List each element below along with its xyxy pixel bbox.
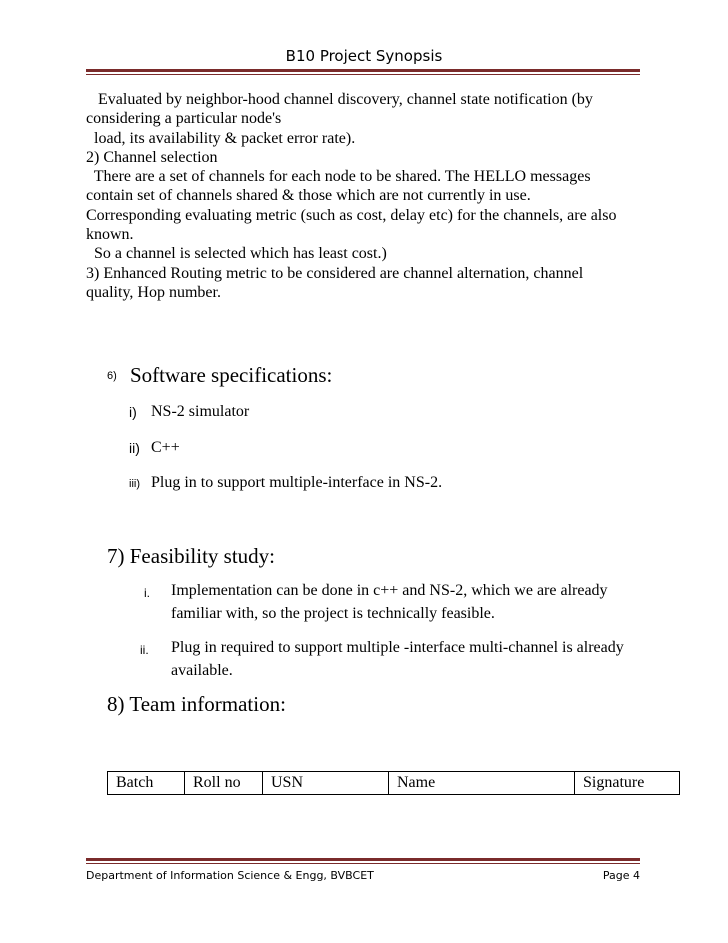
- section-number: 6): [107, 370, 117, 382]
- list-marker: ii): [129, 440, 140, 456]
- intro-line: There are a set of channels for each node to be shared. The HELLO messages: [86, 168, 591, 186]
- table-header-cell: Roll no: [185, 772, 263, 795]
- team-heading: 8) Team information:: [107, 692, 286, 716]
- intro-paragraph: [86, 90, 646, 302]
- footer-rule: [86, 858, 640, 861]
- table-header-cell: Signature: [575, 772, 680, 795]
- intro-line: 2) Channel selection: [86, 148, 218, 166]
- intro-line: Corresponding evaluating metric (such as cost, delay etc) for the channels, are also: [86, 206, 617, 224]
- list-marker: ii.: [140, 643, 149, 657]
- intro-line: Evaluated by neighbor-hood channel discovery, channel state notification (by: [86, 91, 593, 108]
- page-header-title: B10 Project Synopsis: [285, 47, 443, 65]
- intro-line: contain set of channels shared & those which are not currently in use.: [86, 187, 531, 205]
- intro-line: considering a particular node's: [86, 110, 282, 128]
- intro-line: known.: [86, 226, 134, 244]
- list-marker: i): [129, 404, 137, 420]
- intro-line: load, its availability & packet error rate).: [86, 129, 356, 147]
- table-header-row: [108, 772, 680, 795]
- team-table: [107, 771, 680, 795]
- list-marker: iii): [129, 478, 140, 490]
- header-rule: [86, 69, 640, 72]
- list-item: C++: [151, 439, 180, 456]
- list-item: Plug in required to support multiple -interface multi-channel is already available.: [171, 639, 624, 679]
- table-header-cell: Name: [389, 772, 575, 795]
- footer-rule-thin: [86, 863, 640, 864]
- table-header-cell: Batch: [108, 772, 185, 795]
- list-item: Implementation can be done in c++ and NS-2, which we are already familiar with, so the project is technically feasible.: [171, 582, 608, 622]
- list-item: Plug in to support multiple-interface in NS-2.: [151, 474, 443, 491]
- table-header-cell: USN: [263, 772, 389, 795]
- feasibility-heading: 7) Feasibility study:: [107, 544, 275, 568]
- intro-line: quality, Hop number.: [86, 283, 221, 301]
- footer-department: Department of Information Science & Engg, BVBCET: [86, 869, 374, 882]
- intro-line: So a channel is selected which has least cost.): [86, 245, 387, 263]
- list-item: NS-2 simulator: [151, 403, 250, 420]
- header-rule-thin: [86, 74, 640, 75]
- footer-page-number: Page 4: [602, 869, 640, 882]
- software-heading: Software specifications:: [130, 363, 333, 387]
- list-marker: i.: [144, 586, 150, 600]
- intro-line: 3) Enhanced Routing metric to be considered are channel alternation, channel: [86, 264, 584, 282]
